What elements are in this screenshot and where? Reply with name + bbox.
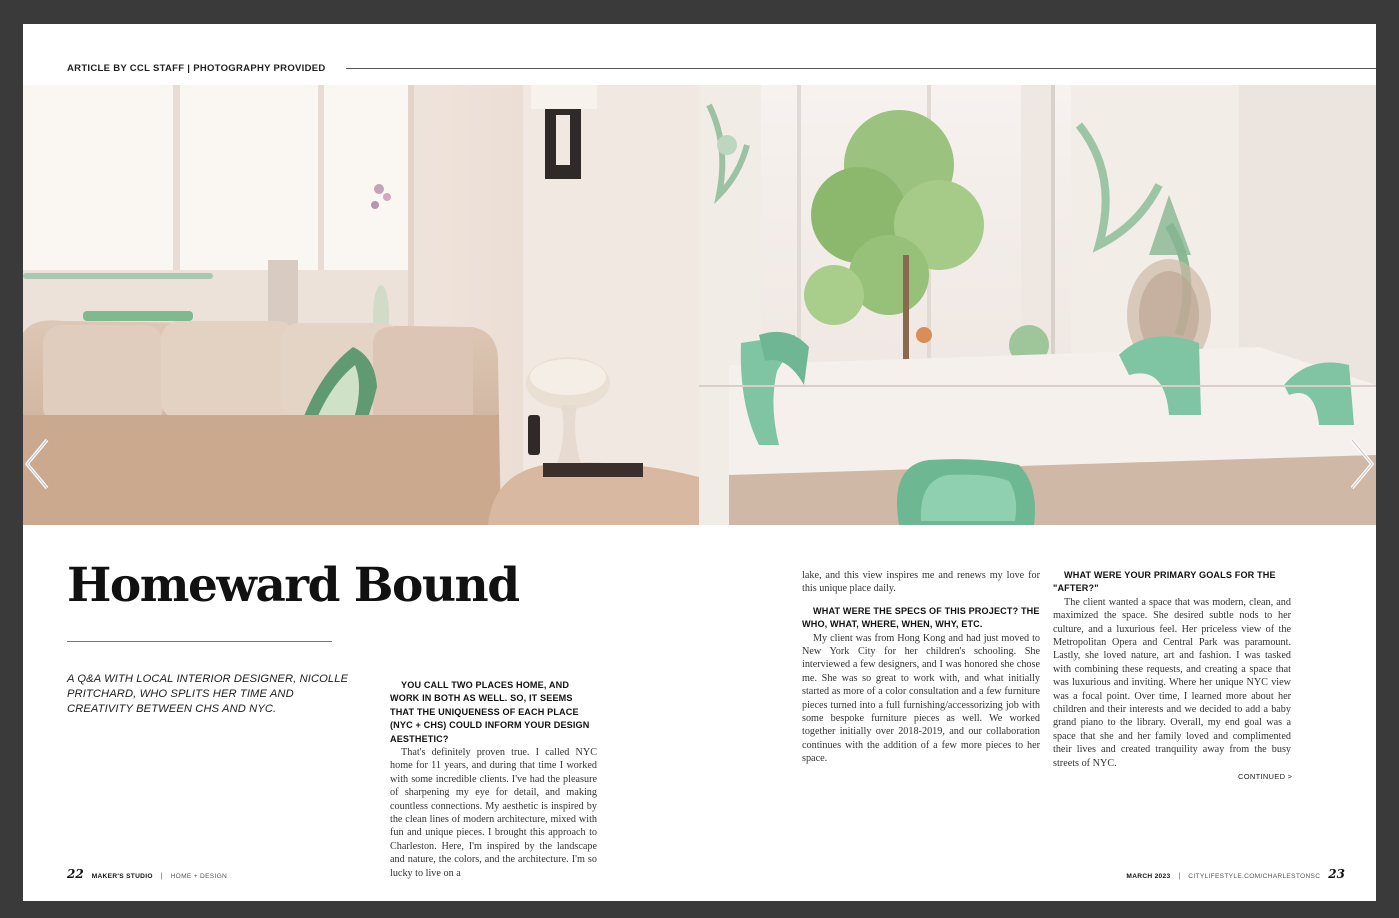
article-column-2 <box>802 569 1040 766</box>
answer-paragraph: That's definitely proven true. I called NYC home for 11 years, and during that time I worked with some incredible clients. I've had the pleasure of sharpening my eye for detail, and making countless connections. My aesthetic is inspired by the clean lines of modern architecture, mixed with fun and unique pieces. I brought this approach to Charleston. Here, I'm inspired by the landscape and nature, the colors, and the architecture. I'm so lucky to live on a <box>390 747 597 879</box>
page-number: 23 <box>1328 867 1345 881</box>
footer-separator: | <box>160 873 163 880</box>
article-credit: ARTICLE BY CCL STAFF | PHOTOGRAPHY PROVIDED <box>67 63 326 74</box>
section-name: MAKER'S STUDIO <box>91 873 153 880</box>
section-subtitle: HOME + DESIGN <box>170 873 228 880</box>
article-title: Homeward Bound <box>67 558 519 613</box>
question-heading: WHAT WERE THE SPECS OF THIS PROJECT? THE WHO, WHAT, WHERE, WHEN, WHY, ETC. <box>802 605 1040 630</box>
chevron-right-icon <box>1346 434 1376 494</box>
question-heading: YOU CALL TWO PLACES HOME, AND WORK IN BOTH AS WELL. SO, IT SEEMS THAT THE UNIQUENESS OF EACH PLACE (NYC + CHS) COULD INFORM YOUR DESIGN AESTHETIC? <box>390 680 590 744</box>
title-rule <box>67 641 332 642</box>
issue-date: MARCH 2023 <box>1126 873 1171 880</box>
page-number: 22 <box>67 867 84 881</box>
answer-paragraph: lake, and this view inspires me and renews my love for this unique place daily. <box>802 570 1040 595</box>
magazine-spread <box>23 24 1376 901</box>
dining-room-photo <box>699 85 1376 525</box>
footer-separator: | <box>1178 873 1181 880</box>
website-url: CITYLIFESTYLE.COM/CHARLESTONSC <box>1188 873 1321 880</box>
article-column-3 <box>1053 569 1291 770</box>
answer-paragraph: The client wanted a space that was modern, clean, and maximized the space. She desired subtle nods to her culture, and a luxurious feel. Her priceless view of the Metropolitan Opera and Central Park was paramount. Lastly, she loved nature, art and fashion. I was tasked with combining these requests, and creating a space that was luxurious and inviting. Where her unique NYC view was a focal point. Over time, I learned more about her children and their interests and we decided to add a baby grand piano to the library. Overall, my end goal was a space that she and her family loved and complimented their lives and created tranquility away from the busy streets of NYC. <box>1053 596 1291 769</box>
article-column-1 <box>390 679 597 880</box>
living-room-photo <box>23 85 699 525</box>
footer-right <box>1126 867 1345 881</box>
footer-left <box>67 867 227 881</box>
next-image-button[interactable] <box>1346 434 1376 494</box>
header-rule <box>346 68 1376 69</box>
previous-image-button[interactable] <box>23 434 53 494</box>
chevron-left-icon <box>23 434 53 494</box>
article-dek: A Q&A WITH LOCAL INTERIOR DESIGNER, NICOLLE PRITCHARD, WHO SPLITS HER TIME AND CREATIVITY BETWEEN CHS AND NYC. <box>67 673 349 715</box>
continued-link[interactable]: CONTINUED > <box>1238 772 1293 781</box>
question-heading: WHAT WERE YOUR PRIMARY GOALS FOR THE "AFTER?" <box>1053 570 1276 594</box>
answer-paragraph: My client was from Hong Kong and had just moved to New York City for her children's schooling. She interviewed a few designers, and I was honored she chose me. She was so great to work with, and what initially started as more of a color consultation and a few furniture pieces turned into a full furnishing/accessorizing job with some bespoke furniture pieces as well. We worked together initially over 2018-2019, and our collaboration continues with the addition of a few more pieces to her space. <box>802 632 1040 765</box>
